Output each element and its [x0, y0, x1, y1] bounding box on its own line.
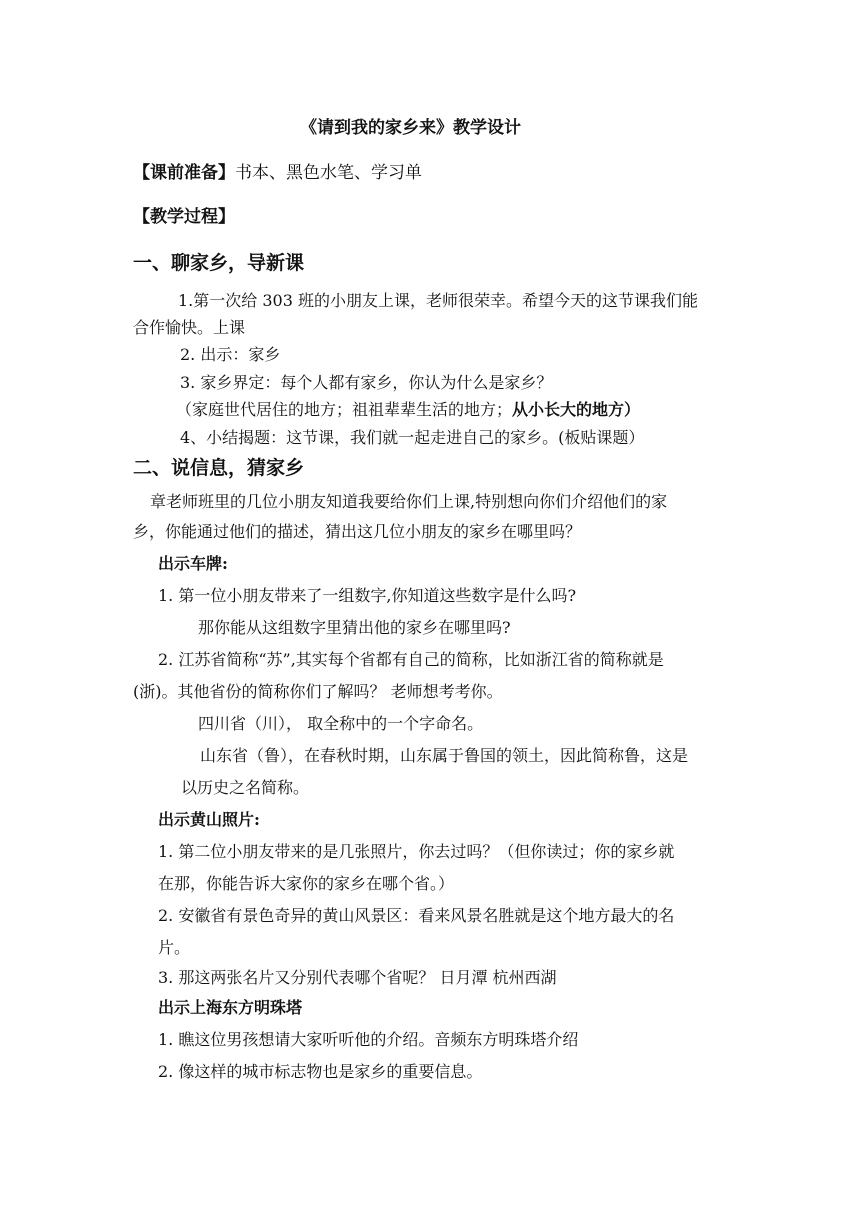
shandong-line1: 山东省（鲁），在春秋时期，山东属于鲁国的领土，因此简称鲁，这是	[200, 746, 689, 765]
s1-item3-answer-bold: 从小长大的地方）	[512, 400, 641, 419]
prep-label: 【课前准备】	[133, 163, 235, 183]
s1-item1-line1: 1.第一次给 303 班的小朋友上课，老师很荣幸。希望今天的这节课我们能	[178, 291, 698, 310]
plate-item2-line1: 2. 江苏省简称“苏”,其实每个省都有自己的简称，比如浙江省的简称就是	[158, 650, 664, 669]
s1-item4: 4、小结揭题：这节课，我们就一起走进自己的家乡。(板贴课题）	[180, 428, 645, 447]
huangshan-label: 出示黄山照片:	[158, 810, 260, 829]
s1-item3: 3. 家乡界定：每个人都有家乡，你认为什么是家乡？	[180, 373, 553, 392]
prep-text: 书本、黑色水笔、学习单	[235, 163, 422, 183]
s2-intro-line1: 章老师班里的几位小朋友知道我要给你们上课,特别想向你们介绍他们的家	[150, 492, 668, 511]
plate-item2-line2: (浙)。其他省份的简称你们了解吗？ 老师想考考你。	[133, 682, 503, 701]
s1-item2: 2. 出示：家乡	[180, 345, 281, 364]
huangshan-item1-line1: 1. 第二位小朋友带来的是几张照片，你去过吗？（但你读过；你的家乡就	[158, 842, 675, 861]
page-title: 《请到我的家乡来》教学设计	[300, 118, 521, 138]
s1-item1-line2: 合作愉快。上课	[133, 318, 246, 337]
s1-item3-answer: （家庭世代居住的地方；祖祖辈辈生活的地方；从小长大的地方）	[176, 400, 641, 419]
process-label: 【教学过程】	[133, 207, 235, 227]
pearl-label: 出示上海东方明珠塔	[158, 998, 303, 1017]
prep-line	[133, 163, 422, 183]
huangshan-item2-line1: 2. 安徽省有景色奇异的黄山风景区：看来风景名胜就是这个地方最大的名	[158, 906, 675, 925]
plate-item1-line2: 那你能从这组数字里猜出他的家乡在哪里吗?	[198, 618, 511, 637]
plate-label: 出示车牌:	[158, 554, 228, 573]
sichuan-line: 四川省（川）， 取全称中的一个字命名。	[198, 714, 484, 733]
huangshan-item1-line2: 在那，你能告诉大家你的家乡在哪个省。）	[158, 874, 455, 893]
plate-item1-line1: 1. 第一位小朋友带来了一组数字,你知道这些数字是什么吗?	[158, 586, 577, 605]
huangshan-item2-line2: 片。	[158, 938, 191, 957]
pearl-item2: 2. 像这样的城市标志物也是家乡的重要信息。	[158, 1062, 483, 1081]
huangshan-item3: 3. 那这两张名片又分别代表哪个省呢？ 日月潭 杭州西湖	[158, 968, 557, 987]
section2-heading: 二、说信息，猜家乡	[133, 457, 305, 479]
section1-heading: 一、聊家乡，导新课	[133, 252, 305, 274]
shandong-line2: 以历史之名简称。	[181, 778, 310, 797]
s2-intro-line2: 乡，你能通过他们的描述，猜出这几位小朋友的家乡在哪里吗？	[133, 522, 582, 541]
pearl-item1: 1. 瞧这位男孩想请大家听听他的介绍。音频东方明珠塔介绍	[158, 1030, 579, 1049]
